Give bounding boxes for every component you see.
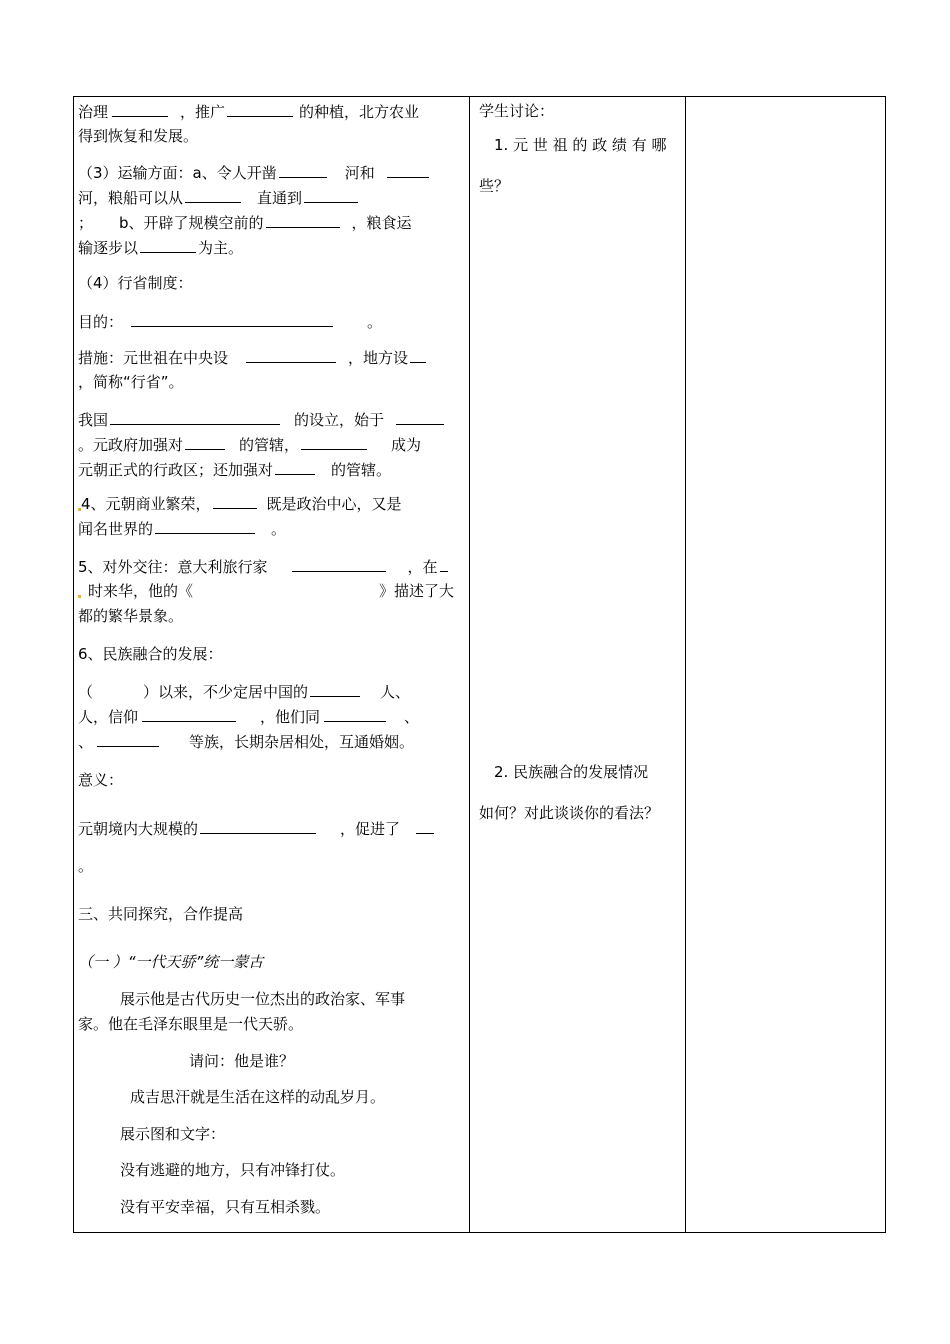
question-line: 请问：他是谁？ [189, 1052, 295, 1070]
discussion-question-1-cont: 些？ [479, 177, 510, 195]
text-line: 我国 的设立，始于 [78, 409, 444, 430]
discussion-question-1: 1. 元 世 祖 的 政 绩 有 哪 [494, 136, 667, 154]
blank [440, 556, 448, 572]
blank [266, 212, 340, 228]
text-line: 6、民族融合的发展： [78, 645, 223, 663]
blank [246, 347, 336, 363]
blank [97, 731, 159, 747]
text-line: （ ）以来，不少定居中国的 人、 [78, 683, 411, 701]
blank [227, 101, 293, 117]
paragraph-line: 成吉思汗就是生活在这样的动乱岁月。 [130, 1088, 386, 1106]
text-line: 。元政府加强对 的管辖， 成为 [78, 436, 422, 454]
text-line: 河，粮船可以从 直通到 [78, 187, 358, 208]
column-divider-1 [469, 96, 470, 1233]
marker-dot [78, 595, 81, 598]
text-line: 目的： 。 [78, 313, 383, 331]
text-line: 都的繁华景象。 [78, 607, 184, 625]
blank [185, 187, 241, 203]
discussion-heading: 学生讨论： [479, 102, 555, 120]
paragraph-line: 没有平安幸福，只有互相杀戮。 [120, 1198, 331, 1216]
text-line: 人，信仰 ，他们同 、 [78, 708, 420, 726]
blank [301, 434, 367, 450]
paragraph-line: 展示他是古代历史一位杰出的政治家、军事 [120, 990, 406, 1008]
blank [396, 409, 444, 425]
text-line: 元朝境内大规模的 ，促进了 [78, 818, 434, 839]
paragraph-line: 没有逃避的地方，只有冲锋打仗。 [120, 1161, 346, 1179]
blank [310, 681, 360, 697]
text-line: 闻名世界的 。 [78, 520, 287, 538]
blank [304, 187, 358, 203]
text-line: 、 等族，长期杂居相处，互通婚姻。 [78, 733, 415, 751]
blank [387, 162, 429, 178]
blank [112, 101, 168, 117]
text-line: ； b、开辟了规模空前的 ，粮食运 [78, 214, 412, 232]
text-line: （4）行省制度： [78, 274, 193, 292]
text-line: 元朝正式的行政区；还加强对 的管辖。 [78, 461, 392, 479]
text-line: 意义： [78, 771, 124, 789]
text-line: 5、对外交往：意大利旅行家 ，在 [78, 556, 448, 577]
subsection-heading: （一 ）“一代天骄”统一蒙古 [78, 953, 264, 971]
text-line: 。 [78, 857, 94, 875]
text-line: ，简称“行省”。 [78, 373, 184, 391]
blank [213, 493, 257, 509]
text-line: 4、元朝商业繁荣， 既是政治中心，又是 [78, 493, 402, 514]
blank [142, 706, 236, 722]
paragraph-line: 家。他在毛泽东眼里是一代天骄。 [78, 1015, 304, 1033]
blank [131, 311, 333, 327]
text-line: 输逐步以 为主。 [78, 239, 244, 257]
text-line: 时来华，他的《 》描述了大 [78, 581, 454, 601]
discussion-question-2-cont: 如何？对此谈谈你的看法？ [479, 804, 660, 822]
blank [200, 818, 316, 834]
text-line: （3）运输方面：a、令人开凿 河和 [78, 162, 429, 183]
blank [185, 434, 225, 450]
blank [324, 706, 386, 722]
text-line: 措施：元世祖在中央设 ，地方设 [78, 347, 426, 368]
paragraph-line: 展示图和文字： [120, 1125, 226, 1143]
blank [416, 818, 434, 834]
blank [110, 409, 280, 425]
blank [140, 237, 196, 253]
blank [275, 459, 315, 475]
text-line: 治理 ，推广 的种植，北方农业 [78, 103, 420, 121]
section-heading: 三、共同探究，合作提高 [78, 905, 244, 923]
blank [292, 556, 386, 572]
column-divider-2 [685, 96, 686, 1233]
blank [155, 518, 255, 534]
discussion-question-2: 2. 民族融合的发展情况 [494, 763, 649, 781]
blank [279, 162, 327, 178]
blank [410, 347, 426, 363]
text-line: 得到恢复和发展。 [78, 127, 199, 145]
